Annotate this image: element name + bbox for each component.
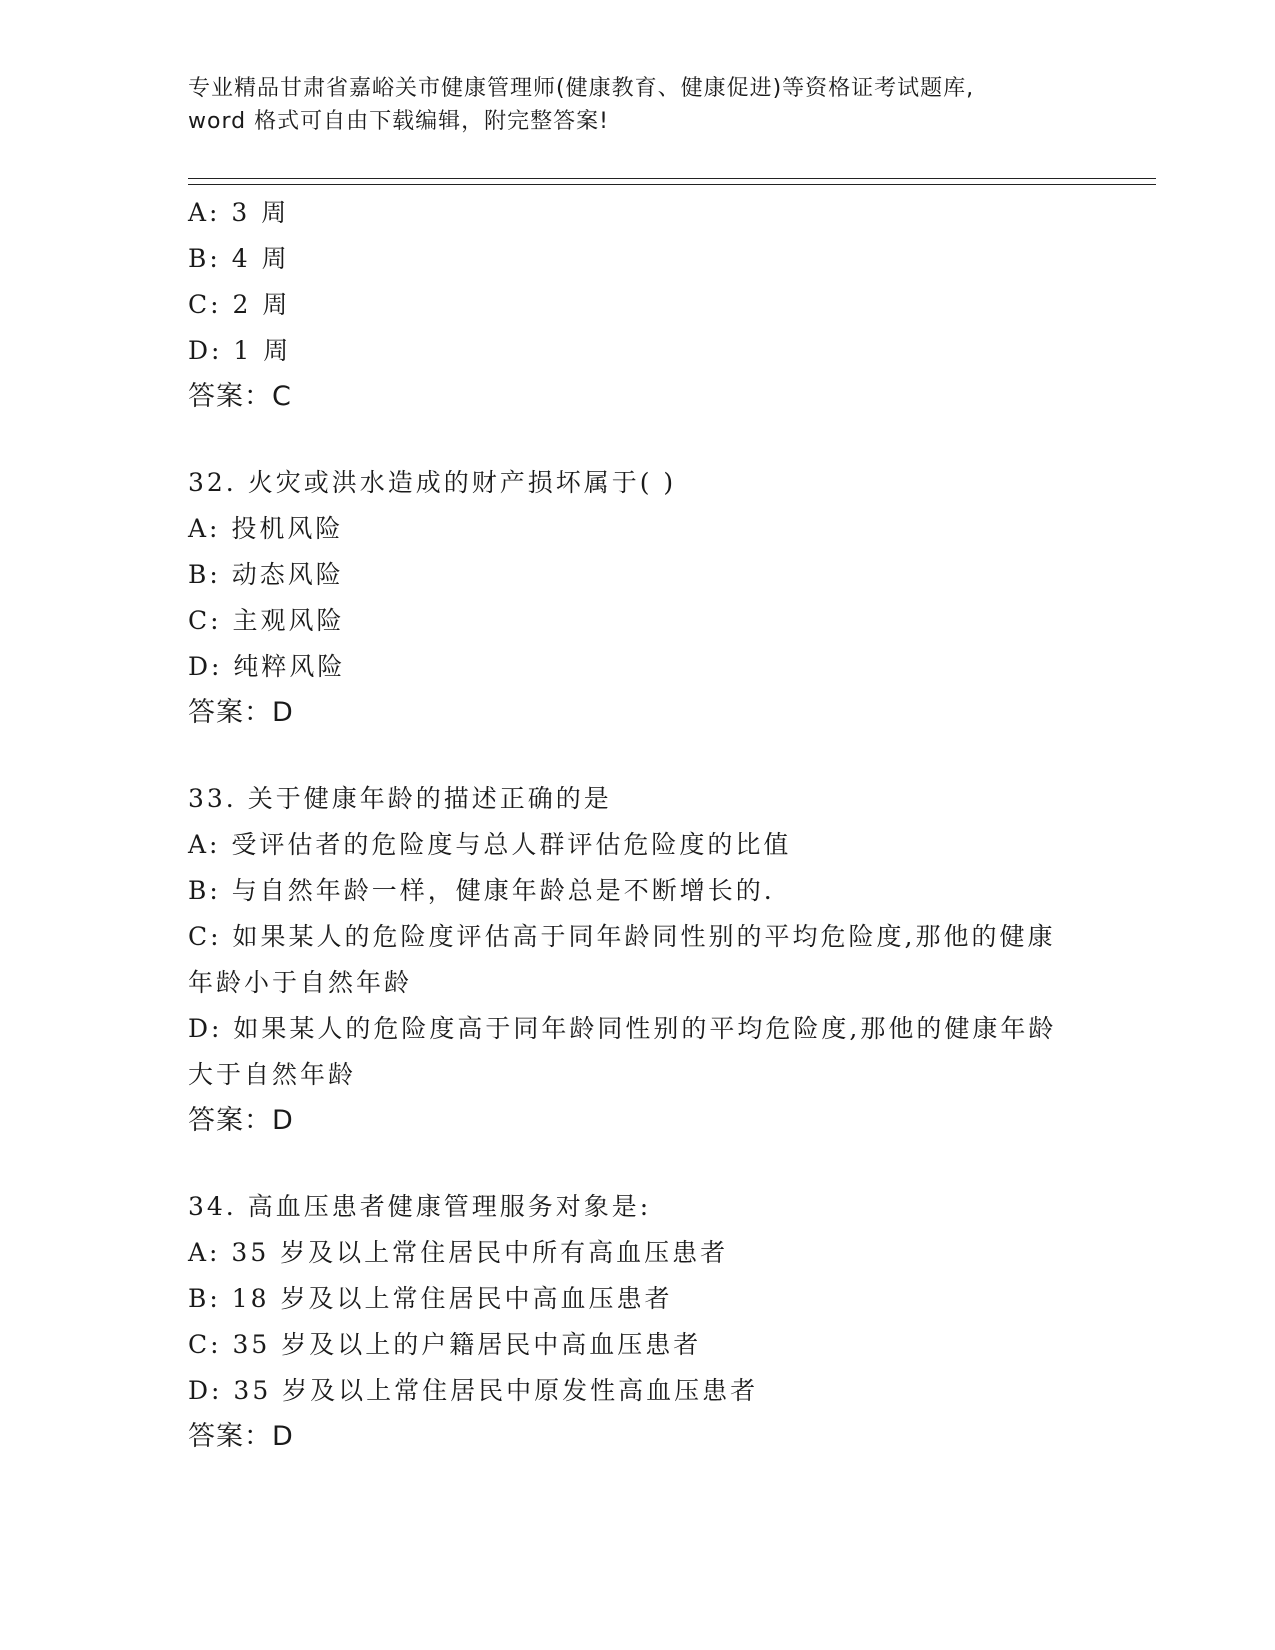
option-a: A: 3 周 bbox=[188, 198, 290, 227]
question-31 bbox=[188, 190, 1088, 420]
option-b: B: 18 岁及以上常住居民中高血压患者 bbox=[188, 1284, 673, 1313]
spacer bbox=[188, 1144, 1088, 1184]
option-b: B: 4 周 bbox=[188, 244, 290, 273]
option-c: C: 2 周 bbox=[188, 290, 291, 319]
header-line-2: word 格式可自由下载编辑，附完整答案! bbox=[188, 109, 609, 134]
option-d: D: 1 周 bbox=[188, 336, 292, 365]
option-c: C: 35 岁及以上的户籍居民中高血压患者 bbox=[188, 1330, 702, 1359]
header-divider bbox=[188, 178, 1156, 185]
option-d: D: 如果某人的危险度高于同年龄同性别的平均危险度,那他的健康年龄大于自然年龄 bbox=[188, 1014, 1057, 1089]
header-line-1: 专业精品甘肃省嘉峪关市健康管理师(健康教育、健康促进)等资格证考试题库, bbox=[188, 76, 975, 101]
spacer bbox=[188, 736, 1088, 776]
option-c: C: 如果某人的危险度评估高于同年龄同性别的平均危险度,那他的健康年龄小于自然年龄 bbox=[188, 922, 1056, 997]
answer: 答案：D bbox=[188, 1105, 294, 1136]
question-text: 34. 高血压患者健康管理服务对象是: bbox=[188, 1192, 652, 1221]
option-a: A: 投机风险 bbox=[188, 514, 344, 543]
question-text: 33. 关于健康年龄的描述正确的是 bbox=[188, 784, 612, 813]
answer: 答案：C bbox=[188, 381, 292, 412]
option-d: D: 纯粹风险 bbox=[188, 652, 346, 681]
question-33 bbox=[188, 776, 1088, 1144]
question-list bbox=[188, 190, 1088, 1460]
option-d: D: 35 岁及以上常住居民中原发性高血压患者 bbox=[188, 1376, 759, 1405]
spacer bbox=[188, 420, 1088, 460]
answer: 答案：D bbox=[188, 697, 294, 728]
option-b: B: 动态风险 bbox=[188, 560, 344, 589]
document-header bbox=[188, 72, 1068, 138]
answer: 答案：D bbox=[188, 1421, 294, 1452]
option-a: A: 35 岁及以上常住居民中所有高血压患者 bbox=[188, 1238, 729, 1267]
option-c: C: 主观风险 bbox=[188, 606, 345, 635]
question-text: 32. 火灾或洪水造成的财产损坏属于( ) bbox=[188, 468, 677, 497]
option-a: A: 受评估者的危险度与总人群评估危险度的比值 bbox=[188, 830, 792, 859]
option-b: B: 与自然年龄一样，健康年龄总是不断增长的. bbox=[188, 876, 775, 905]
question-34 bbox=[188, 1184, 1088, 1460]
question-32 bbox=[188, 460, 1088, 736]
